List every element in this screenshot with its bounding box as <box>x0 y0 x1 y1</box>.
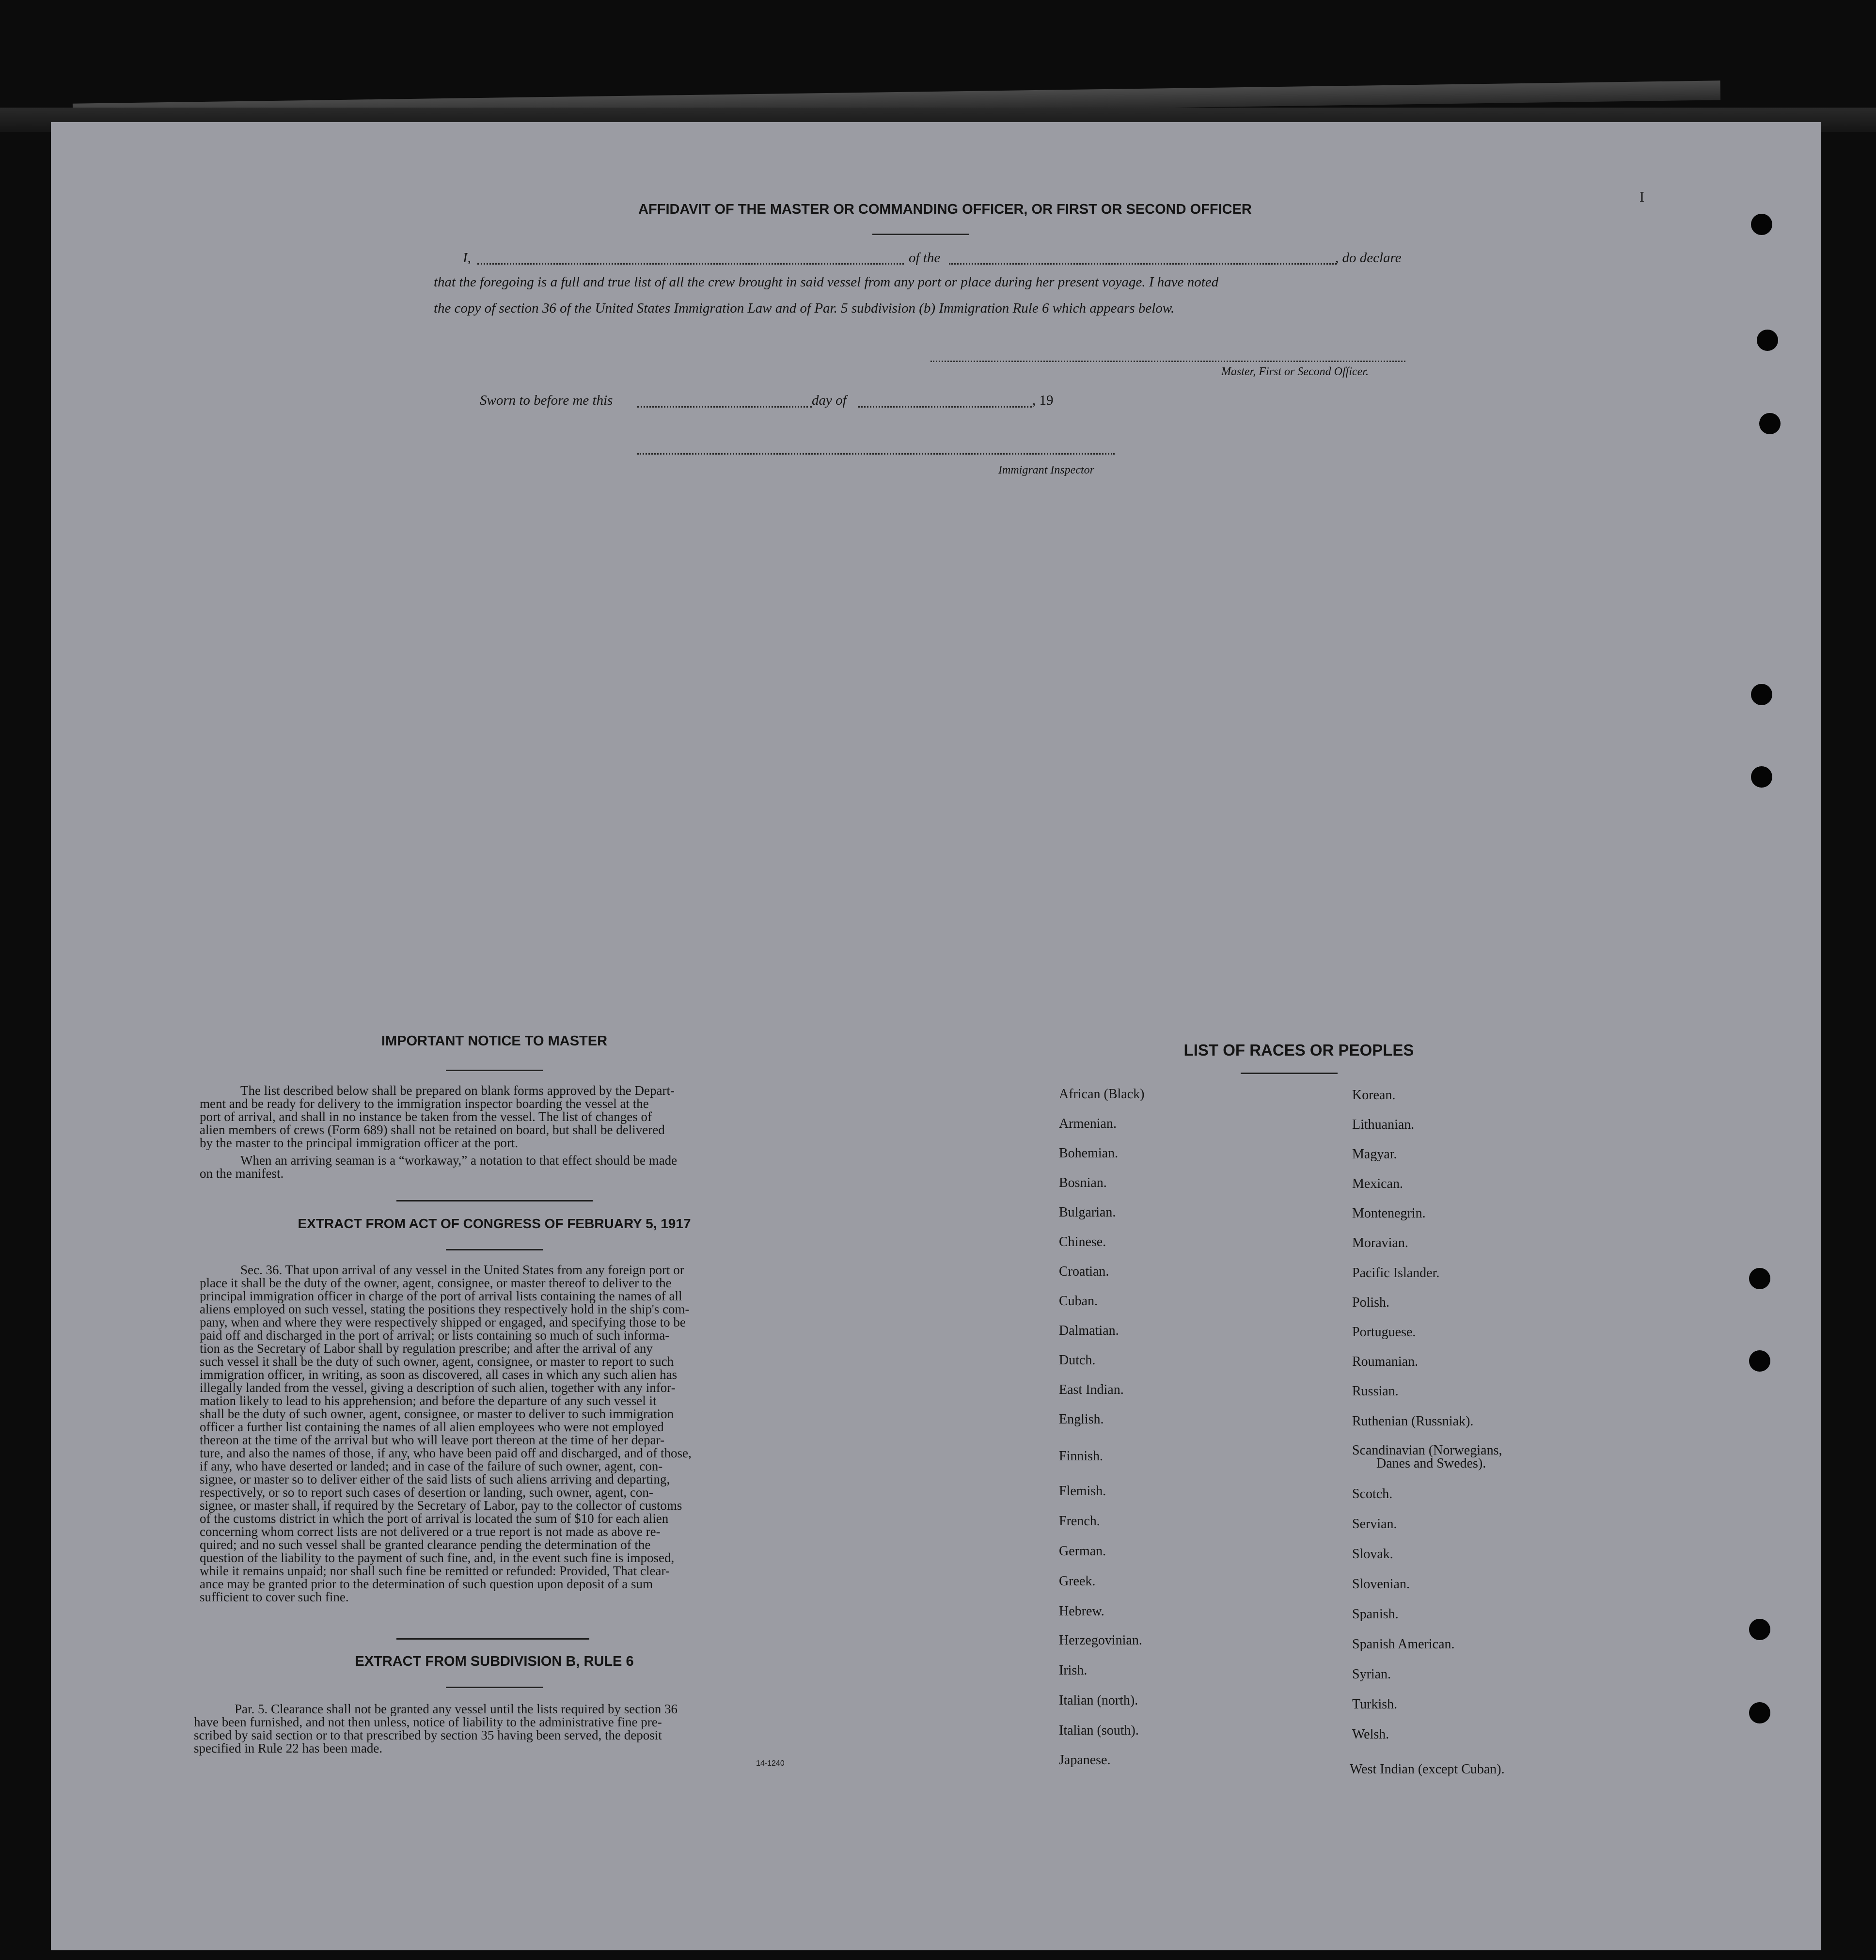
day-of-label: day of <box>812 393 847 408</box>
race-item: Italian (south). <box>1059 1723 1139 1738</box>
race-item: Spanish American. <box>1352 1637 1455 1652</box>
race-item: Turkish. <box>1352 1697 1398 1712</box>
race-item: Polish. <box>1352 1295 1390 1310</box>
race-item: Magyar. <box>1352 1147 1397 1162</box>
section-divider <box>396 1638 589 1640</box>
race-item: Chinese. <box>1059 1234 1106 1249</box>
affidavit-line-3: the copy of section 36 of the United States Immigration Law and of Par. 5 subdivision (b) Immigration Rule 6 which appears below. <box>434 300 1175 316</box>
notice-paragraph-2: When an arriving seaman is a “workaway,” a notation to that effect should be made on the manifest. <box>200 1153 678 1181</box>
affidavit-do-declare: , do declare <box>1335 250 1402 266</box>
punch-hole <box>1749 1702 1770 1723</box>
punch-hole <box>1749 1350 1770 1372</box>
race-item: Portuguese. <box>1352 1325 1416 1340</box>
punch-hole <box>1751 766 1772 788</box>
race-item: Spanish. <box>1352 1607 1399 1622</box>
race-item: Bohemian. <box>1059 1146 1119 1161</box>
race-item: Welsh. <box>1352 1727 1389 1742</box>
race-item: African (Black) <box>1059 1087 1145 1102</box>
race-item: Herzegovinian. <box>1059 1633 1142 1648</box>
punch-hole <box>1757 330 1778 351</box>
affidavit-i: I, <box>463 250 471 266</box>
notice-paragraph-1: The list described below shall be prepared on blank forms approved by the Depart- ment and be ready for delivery to the immigration inspector boarding the vessel at the port of arrival, and shall in no instance be taken from the vessel. The list of changes of alien members of crews (Form 689) shall not be retained on board, but shall be delivered by the master to the principal immigration officer at the port. <box>200 1083 675 1150</box>
race-item: Slovak. <box>1352 1547 1393 1562</box>
race-item: Bulgarian. <box>1059 1205 1116 1220</box>
races-title-underline <box>1241 1073 1338 1074</box>
sworn-day-blank <box>637 406 812 408</box>
affidavit-of-the: of the <box>909 250 941 266</box>
notice-underline <box>446 1070 543 1071</box>
section-divider <box>396 1200 593 1201</box>
punch-hole <box>1749 1268 1770 1289</box>
race-item: Scotch. <box>1352 1486 1393 1502</box>
race-item: German. <box>1059 1544 1106 1559</box>
race-item: Roumanian. <box>1352 1354 1419 1369</box>
act-section-36-text: Sec. 36. That upon arrival of any vessel in the United States from any foreign port or place it shall be the duty of the owner, agent, consignee, or master thereof to deliver to the principal immigration officer in charge of the port of arrival lists containing the names of all aliens employed on such vessel, stating the positions they respectively hold in the ship's com- pany, when and where they were respectively shipped or engaged, and specifying those to be paid off and discharged in the port of arrival; or lists containing so much of such informa- tion as the Secretary of Labor shall by regulation prescribe; and after the arrival of any such vessel it shall be the duty of such owner, agent, consignee, or master to report to such immigration officer, in writing, as soon as discovered, all cases in which any such alien has illegally landed from the vessel, giving a description of such alien, together with any infor- mation likely to lead to his apprehension; and before the departure of any such vessel it shall be the duty of such owner, agent, consignee, or master to deliver to such immigration officer a further list containing the names of all alien employees who were not employed thereon at the time of the arrival but who will leave port thereon at the time of her depar- ture, and also the names of those, if any, who have been paid off and discharged, and of those, if any, who have deserted or landed; and in case of the failure of such owner, agent, con- signee, or master so to deliver either of the said lists of such aliens arriving and departing, respectively, or so to report such cases of desertion or landing, such owner, agent, con- signee, or master shall, if required by the Secretary of Labor, pay to the collector of customs of the customs district in which the port of arrival is located the sum of $10 for each alien concerning whom correct lists are not delivered or a true report is not made as above re- quired; and no such vessel shall be granted clearance pending the determination of the question of the liability to the payment of such fine, and, in the event such fine is imposed, while it remains unpaid; nor shall such fine be remitted or refunded: Provided, That clear- ance may be granted prior to the determination of such question upon deposit of a sum sufficient to cover such fine. <box>200 1263 692 1604</box>
race-item: Armenian. <box>1059 1116 1117 1131</box>
sworn-label: Sworn to before me this <box>480 393 613 408</box>
form-number: 14-1240 <box>756 1759 785 1768</box>
rule-title-underline <box>446 1687 543 1688</box>
race-item: Greek. <box>1059 1574 1096 1589</box>
race-item: Flemish. <box>1059 1484 1106 1499</box>
punch-hole <box>1751 684 1772 705</box>
punch-hole <box>1749 1619 1770 1640</box>
affidavit-title: AFFIDAVIT OF THE MASTER OR COMMANDING OFFICER, OR FIRST OR SECOND OFFICER <box>638 202 1252 217</box>
race-item: Ruthenian (Russniak). <box>1352 1414 1474 1429</box>
act-title-underline <box>446 1249 543 1250</box>
punch-hole <box>1751 214 1772 235</box>
race-item: Korean. <box>1352 1088 1396 1103</box>
race-item: Montenegrin. <box>1352 1206 1426 1221</box>
race-item: Dutch. <box>1059 1353 1096 1368</box>
master-signature-line <box>930 361 1405 362</box>
race-item: Finnish. <box>1059 1449 1104 1464</box>
race-item: Mexican. <box>1352 1176 1403 1191</box>
act-extract-title: EXTRACT FROM ACT OF CONGRESS OF FEBRUARY 5, 1917 <box>298 1216 691 1231</box>
race-item: Hebrew. <box>1059 1604 1104 1619</box>
notice-title: IMPORTANT NOTICE TO MASTER <box>381 1033 608 1049</box>
year-label: , 19 <box>1032 393 1054 408</box>
race-item: West Indian (except Cuban). <box>1350 1762 1505 1777</box>
race-item: Danes and Swedes). <box>1376 1456 1486 1471</box>
race-item: Italian (north). <box>1059 1693 1138 1708</box>
vessel-blank-line <box>949 263 1337 265</box>
master-caption: Master, First or Second Officer. <box>1221 365 1369 378</box>
race-item: Cuban. <box>1059 1294 1098 1309</box>
race-item: English. <box>1059 1412 1104 1427</box>
race-item: Slovenian. <box>1352 1577 1410 1592</box>
name-blank-line <box>477 263 904 265</box>
title-underline <box>872 234 969 235</box>
race-item: Russian. <box>1352 1384 1399 1399</box>
race-item: East Indian. <box>1059 1382 1124 1397</box>
race-item: Japanese. <box>1059 1753 1111 1768</box>
race-item: Moravian. <box>1352 1235 1408 1250</box>
inspector-caption: Immigrant Inspector <box>998 464 1094 476</box>
punch-hole <box>1759 413 1781 434</box>
race-item: Scandinavian (Norwegians, <box>1352 1443 1502 1458</box>
inspector-signature-line <box>637 453 1115 455</box>
races-title: LIST OF RACES OR PEOPLES <box>1183 1041 1414 1059</box>
rule-paragraph-5-text: Par. 5. Clearance shall not be granted any vessel until the lists required by section 36 have been furnished, and not then unless, notice of liability to the administrative fine pre- scribed by said section or to that prescribed by section 35 having been served, the deposit specified in Rule 22 has been made. <box>194 1702 678 1755</box>
race-item: Syrian. <box>1352 1667 1391 1682</box>
rule-extract-title: EXTRACT FROM SUBDIVISION B, RULE 6 <box>355 1654 634 1669</box>
race-item: Pacific Islander. <box>1352 1265 1440 1280</box>
race-item: Dalmatian. <box>1059 1323 1119 1338</box>
race-item: Bosnian. <box>1059 1175 1107 1190</box>
race-item: Lithuanian. <box>1352 1117 1415 1132</box>
affidavit-line-2: that the foregoing is a full and true list of all the crew brought in said vessel from any port or place during her present voyage. I have noted <box>434 274 1219 290</box>
race-item: Croatian. <box>1059 1264 1109 1279</box>
race-item: Servian. <box>1352 1517 1397 1532</box>
race-item: Irish. <box>1059 1663 1088 1678</box>
race-item: French. <box>1059 1514 1100 1529</box>
margin-mark: I <box>1640 189 1644 205</box>
sworn-month-blank <box>858 406 1032 408</box>
